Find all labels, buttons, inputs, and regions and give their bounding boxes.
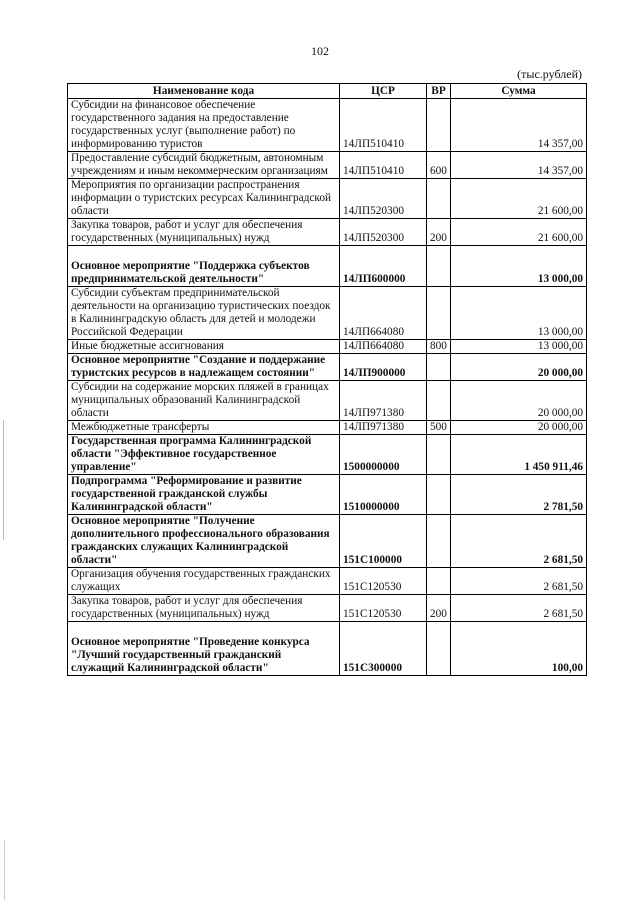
row-csr-cell: 14ЛП520300 [340, 179, 427, 219]
row-csr-cell: 151С300000 [340, 622, 427, 676]
row-sum-cell: 13 000,00 [451, 287, 587, 340]
row-name-cell: Основное мероприятие "Создание и поддержание туристских ресурсов в надлежащем состоянии" [68, 354, 340, 381]
row-vr-cell: 200 [427, 219, 451, 246]
table-row [68, 246, 587, 287]
row-csr-cell: 151С120530 [340, 595, 427, 622]
row-sum-cell: 13 000,00 [451, 340, 587, 354]
table-row [68, 568, 587, 595]
row-sum-cell: 1 450 911,46 [451, 435, 587, 475]
table-row [68, 152, 587, 179]
row-csr-cell: 14ЛП971380 [340, 381, 427, 421]
row-vr-cell [427, 622, 451, 676]
table-body [68, 99, 587, 676]
row-sum-cell: 21 600,00 [451, 179, 587, 219]
row-sum-cell: 14 357,00 [451, 152, 587, 179]
row-sum-cell: 2 681,50 [451, 568, 587, 595]
row-name-cell: Государственная программа Калининградской области "Эффективное государственное управление" [68, 435, 340, 475]
row-name-cell: Субсидии субъектам предпринимательской деятельности на организацию туристических поездок в Калининградскую область для детей и молодежи Российской Федерации [68, 287, 340, 340]
scan-edge-mark [4, 840, 5, 900]
header-vr: ВР [427, 84, 451, 99]
header-name: Наименование кода [68, 84, 340, 99]
row-sum-cell: 2 781,50 [451, 475, 587, 515]
row-csr-cell: 14ЛП600000 [340, 246, 427, 287]
row-sum-cell: 21 600,00 [451, 219, 587, 246]
table-row [68, 354, 587, 381]
budget-table [67, 83, 587, 676]
row-name-cell: Основное мероприятие "Проведение конкурса "Лучший государственный гражданский служащий Калининградской области" [68, 622, 340, 676]
row-csr-cell: 14ЛП900000 [340, 354, 427, 381]
table-row [68, 340, 587, 354]
row-vr-cell [427, 287, 451, 340]
header-sum: Сумма [451, 84, 587, 99]
row-sum-cell: 20 000,00 [451, 354, 587, 381]
row-vr-cell: 800 [427, 340, 451, 354]
row-csr-cell: 151С100000 [340, 515, 427, 568]
row-csr-cell: 14ЛП664080 [340, 287, 427, 340]
table-row [68, 381, 587, 421]
row-csr-cell: 14ЛП520300 [340, 219, 427, 246]
row-vr-cell [427, 354, 451, 381]
table-row [68, 622, 587, 676]
row-vr-cell: 200 [427, 595, 451, 622]
table-row [68, 421, 587, 435]
row-name-cell: Основное мероприятие "Поддержка субъектов предпринимательской деятельности" [68, 246, 340, 287]
row-sum-cell: 14 357,00 [451, 99, 587, 152]
table-row [68, 287, 587, 340]
row-vr-cell [427, 179, 451, 219]
row-name-cell: Иные бюджетные ассигнования [68, 340, 340, 354]
row-sum-cell: 2 681,50 [451, 515, 587, 568]
table-row [68, 595, 587, 622]
table-row [68, 475, 587, 515]
table-row [68, 179, 587, 219]
scan-edge-mark [3, 420, 4, 540]
table-header-row [68, 84, 587, 99]
row-vr-cell [427, 475, 451, 515]
row-vr-cell [427, 381, 451, 421]
row-name-cell: Предоставление субсидий бюджетным, автономным учреждениям и иным некоммерческим организациям [68, 152, 340, 179]
row-name-cell: Межбюджетные трансферты [68, 421, 340, 435]
row-csr-cell: 151С120530 [340, 568, 427, 595]
units-label: (тыс.рублей) [517, 67, 582, 81]
row-name-cell: Организация обучения государственных гражданских служащих [68, 568, 340, 595]
header-csr: ЦСР [340, 84, 427, 99]
table-row [68, 99, 587, 152]
row-sum-cell: 2 681,50 [451, 595, 587, 622]
row-name-cell: Субсидии на финансовое обеспечение государственного задания на предоставление государственных услуг (выполнение работ) по информированию туристов [68, 99, 340, 152]
row-csr-cell: 1500000000 [340, 435, 427, 475]
row-sum-cell: 20 000,00 [451, 381, 587, 421]
row-name-cell: Подпрограмма "Реформирование и развитие государственной гражданской службы Калининградской области" [68, 475, 340, 515]
row-vr-cell [427, 246, 451, 287]
row-csr-cell: 14ЛП971380 [340, 421, 427, 435]
row-vr-cell [427, 568, 451, 595]
row-csr-cell: 1510000000 [340, 475, 427, 515]
row-vr-cell: 600 [427, 152, 451, 179]
page-number: 102 [311, 44, 329, 58]
row-sum-cell: 100,00 [451, 622, 587, 676]
row-sum-cell: 20 000,00 [451, 421, 587, 435]
table-row [68, 435, 587, 475]
row-csr-cell: 14ЛП664080 [340, 340, 427, 354]
row-name-cell: Мероприятия по организации распространения информации о туристских ресурсах Калининградской области [68, 179, 340, 219]
row-vr-cell [427, 515, 451, 568]
row-csr-cell: 14ЛП510410 [340, 152, 427, 179]
row-name-cell: Субсидии на содержание морских пляжей в границах муниципальных образований Калининградской области [68, 381, 340, 421]
row-name-cell: Закупка товаров, работ и услуг для обеспечения государственных (муниципальных) нужд [68, 219, 340, 246]
row-vr-cell: 500 [427, 421, 451, 435]
row-name-cell: Основное мероприятие "Получение дополнительного профессионального образования гражданских служащих Калининградской области" [68, 515, 340, 568]
row-sum-cell: 13 000,00 [451, 246, 587, 287]
row-name-cell: Закупка товаров, работ и услуг для обеспечения государственных (муниципальных) нужд [68, 595, 340, 622]
table-row [68, 219, 587, 246]
row-vr-cell [427, 435, 451, 475]
row-csr-cell: 14ЛП510410 [340, 99, 427, 152]
table-row [68, 515, 587, 568]
row-vr-cell [427, 99, 451, 152]
